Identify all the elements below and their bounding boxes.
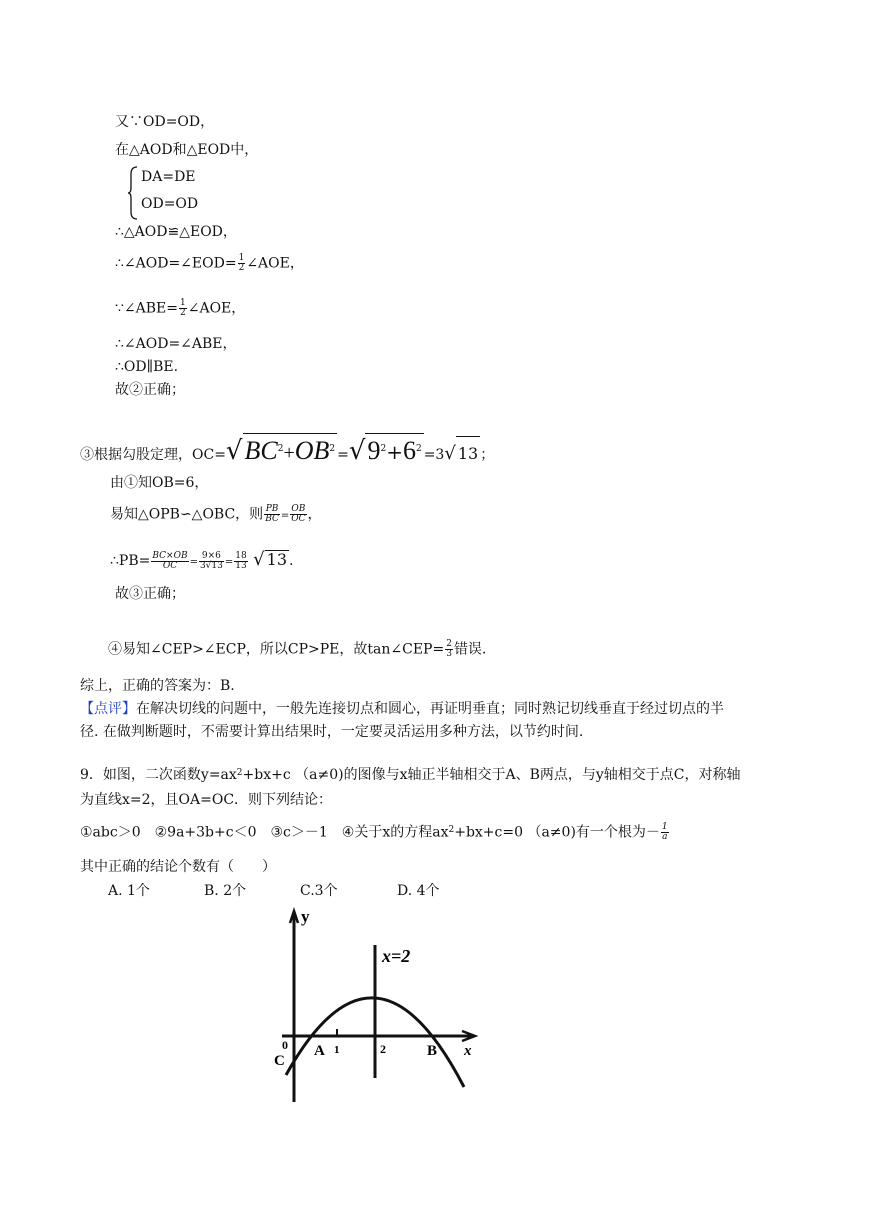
- text-line: [110, 550, 293, 572]
- exponent: 2: [236, 768, 243, 778]
- fraction: [445, 640, 453, 659]
- fraction-denominator: a: [662, 832, 668, 842]
- radicand: 13: [266, 550, 288, 569]
- radicand: [365, 433, 423, 472]
- fraction-numerator: PB: [265, 504, 279, 514]
- text-line: [110, 505, 322, 526]
- label-c: C: [274, 1053, 285, 1069]
- fraction-denominator: 2: [180, 308, 186, 318]
- text-line: 故②正确；: [115, 382, 185, 398]
- label-y: y: [301, 907, 310, 926]
- radical-sign: √: [225, 436, 243, 466]
- radical-sign: √: [348, 436, 366, 466]
- fraction: [290, 505, 306, 524]
- text-segment: ∠AOE，: [246, 255, 304, 272]
- term-ob: OB: [294, 436, 330, 465]
- question-stem: [80, 766, 741, 784]
- exponent: 2: [277, 444, 284, 454]
- option-d: D. 4个: [397, 883, 440, 899]
- text-line: ∴△AOD≌△EOD，: [115, 224, 237, 240]
- fraction-numerator: 9×6: [199, 552, 224, 562]
- comment-line: 径. 在做判断题时，不需要计算出结果时，一定要灵活运用多种方法，以节约时间.: [80, 724, 584, 740]
- radical-sign: √: [444, 443, 456, 464]
- text-line: ∴OD∥BE.: [115, 359, 179, 375]
- fraction-denominator: OC: [291, 514, 306, 524]
- text-segment: ③根据勾股定理，OC=: [80, 447, 226, 463]
- comment-tag: 【点评】: [80, 701, 136, 717]
- text-line: 由①知OB=6，: [110, 475, 209, 491]
- text-segment: 错误.: [453, 641, 487, 658]
- text-segment: ∠AOE，: [187, 300, 246, 317]
- pythagoras-line: [80, 433, 494, 472]
- radicand: [243, 433, 338, 472]
- radicand: 13: [456, 436, 480, 471]
- label-origin: 0: [282, 1038, 288, 1052]
- text-line: ∴∠AOD=∠ABE，: [115, 336, 237, 352]
- exponent: 2: [415, 444, 422, 454]
- label-x: x: [464, 1043, 472, 1059]
- exponent: 2: [329, 444, 336, 454]
- text-segment: ①abc＞0 ②9a+3b+c＜0 ③c＞－1 ④关于x的方程ax: [80, 824, 449, 841]
- option-a: A. 1个: [108, 883, 150, 899]
- text-line: [115, 254, 304, 273]
- term-bc: BC: [244, 436, 278, 465]
- comment-line: [80, 700, 724, 718]
- text-line: 在△AOD和△EOD中，: [115, 142, 259, 158]
- fraction-denominator: BC: [265, 514, 279, 524]
- fraction: [238, 254, 246, 273]
- fraction: [151, 552, 188, 571]
- label-symmetry-axis: x=2: [382, 946, 411, 966]
- text-line: [108, 640, 486, 659]
- text-segment: .: [289, 553, 294, 569]
- text-line: 又∵OD=OD，: [115, 114, 215, 130]
- equals: =: [280, 510, 290, 522]
- label-one: 1: [334, 1044, 340, 1056]
- text-line: 故③正确；: [115, 586, 185, 602]
- text-segment: 9．如图，二次函数y=ax: [80, 767, 237, 783]
- fraction-denominator: 3: [446, 649, 452, 659]
- fraction-numerator: OB: [291, 504, 306, 514]
- text-segment: ；: [480, 447, 495, 463]
- plus-sign: +: [386, 440, 403, 464]
- equals: =3: [423, 447, 445, 463]
- answer-line: 综上，正确的答案为：B.: [80, 678, 235, 694]
- exponent: 2: [380, 444, 387, 454]
- text-segment: ，: [307, 506, 322, 523]
- plus-sign: +: [283, 442, 295, 464]
- text-segment: ∴∠AOD=∠EOD=: [115, 255, 237, 272]
- fraction-numerator: 1: [238, 253, 245, 263]
- fraction-denominator: 13: [235, 560, 247, 571]
- fraction: [264, 505, 280, 524]
- text-segment: +bx+c=0 （a≠0)有一个根为－: [454, 824, 660, 841]
- exponent: 2: [448, 825, 455, 835]
- equals: =: [189, 557, 198, 568]
- fraction-denominator: 2: [238, 263, 245, 273]
- parabola-graph: [270, 905, 480, 1105]
- fraction-denominator: 3√13: [199, 560, 223, 571]
- brace-line: OD=OD: [141, 196, 199, 212]
- equals: =: [337, 447, 349, 463]
- text-segment: +bx+c （a≠0)的图像与x轴正半轴相交于A、B两点，与y轴相交于点C，对称轴: [242, 767, 741, 783]
- term-nine: 9: [367, 436, 381, 465]
- fraction-numerator: 1: [661, 822, 668, 832]
- label-two: 2: [380, 1042, 386, 1056]
- fraction: [199, 552, 224, 571]
- text-segment: 在解决切线的问题中，一般先连接切点和圆心，再证明垂直；同时熟记切线垂直于经过切点的半: [136, 701, 724, 717]
- question-conditions: [80, 823, 670, 842]
- label-b: B: [427, 1043, 438, 1059]
- text-segment: ④易知∠CEP>∠ECP，所以CP>PE，故tan∠CEP=: [108, 641, 445, 658]
- left-brace: [128, 166, 138, 220]
- option-c: C.3个: [300, 883, 338, 899]
- option-b: B. 2个: [204, 883, 247, 899]
- fraction: [179, 299, 187, 318]
- fraction-numerator: BC×OB: [152, 550, 188, 561]
- question-stem: 为直线x=2，且OA=OC．则下列结论：: [80, 792, 333, 808]
- fraction-numerator: 1: [180, 298, 186, 308]
- text-segment: 易知△OPB∽△OBC，则: [110, 506, 264, 523]
- question-ask: 其中正确的结论个数有（ ）: [80, 859, 276, 875]
- fraction-denominator: OC: [162, 560, 178, 571]
- fraction: [661, 823, 669, 842]
- term-six: 6: [402, 436, 416, 465]
- label-a: A: [314, 1043, 325, 1059]
- brace-line: DA=DE: [141, 169, 196, 185]
- fraction-numerator: 18: [235, 550, 247, 561]
- fraction: [234, 552, 247, 571]
- equals: =: [224, 557, 234, 568]
- fraction-numerator: 2: [446, 639, 452, 649]
- radical-sign: √: [253, 549, 265, 570]
- text-line: [115, 299, 245, 318]
- text-segment: ∴PB=: [110, 553, 151, 569]
- text-segment: ∵∠ABE=: [115, 300, 178, 317]
